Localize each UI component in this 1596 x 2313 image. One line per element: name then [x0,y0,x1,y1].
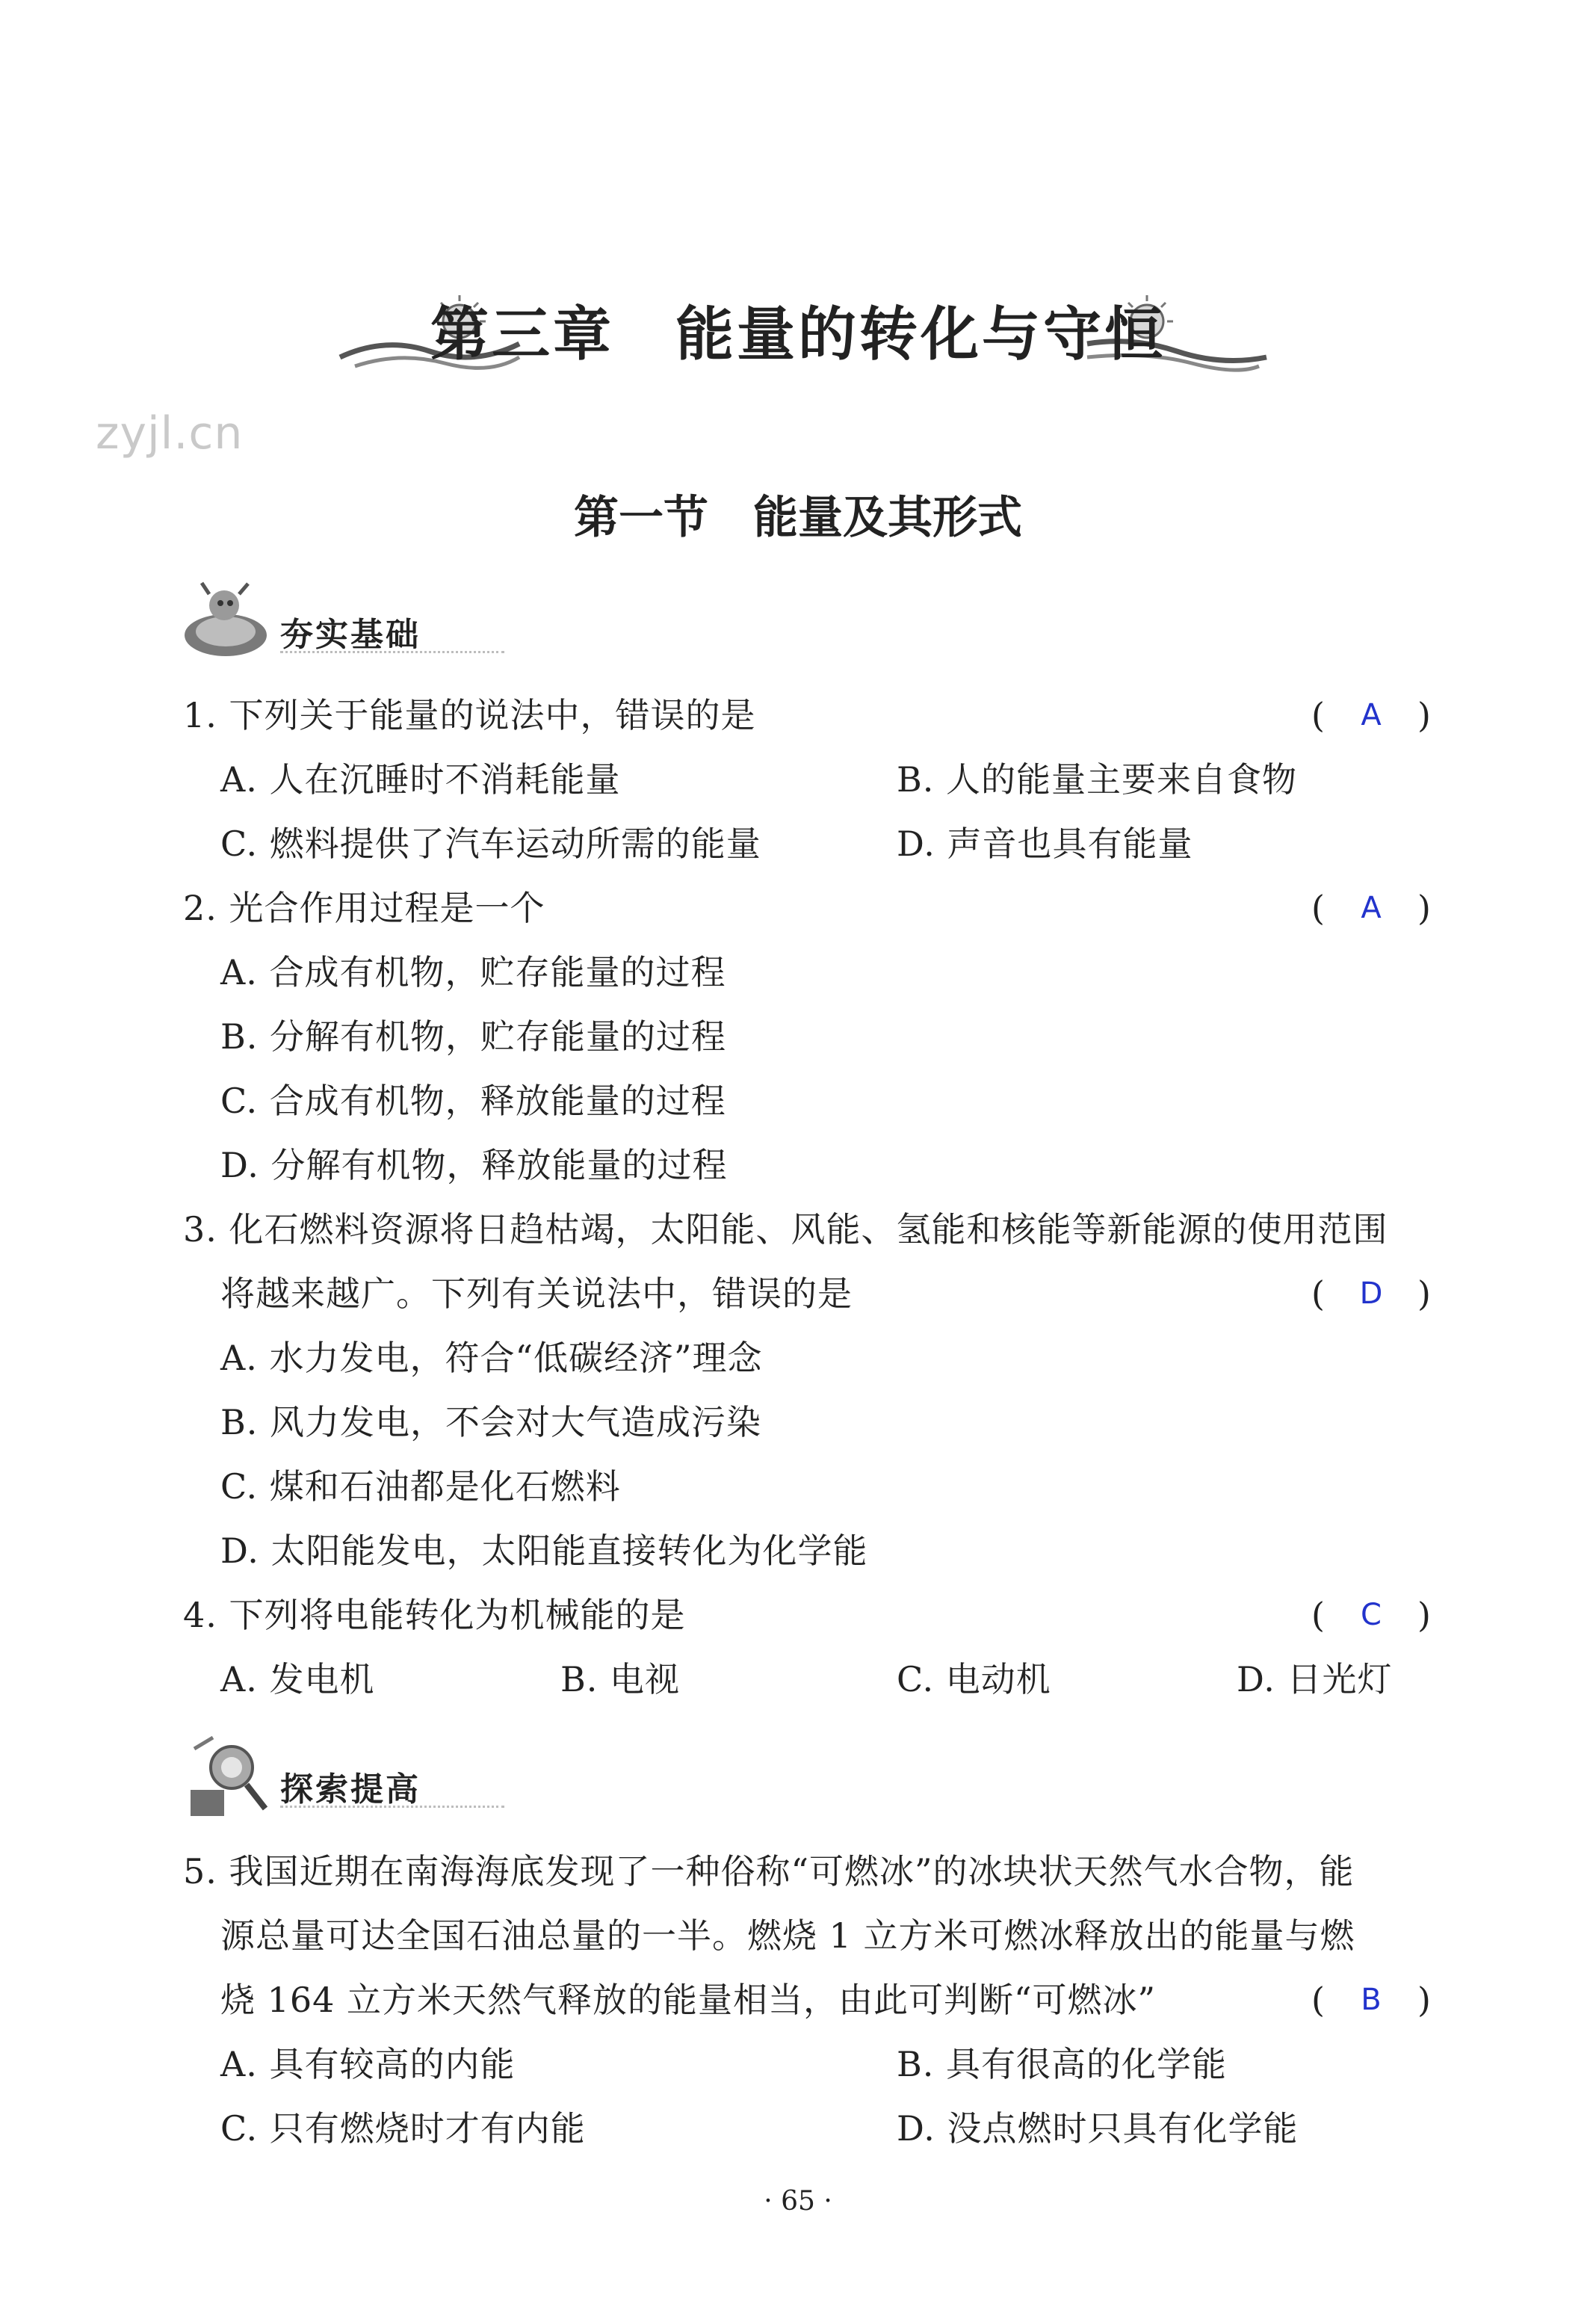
answer-letter: B [1361,1983,1382,2017]
option: C. 只有燃烧时才有内能 [220,2108,586,2149]
question-5-stem-cont: 烧 164 立方米天然气释放的能量相当，由此可判断“可燃冰” [220,1980,1157,2020]
page-number: · 65 · [764,2186,832,2217]
option: D. 太阳能发电，太阳能直接转化为化学能 [220,1531,868,1571]
option: D. 日光灯 [1237,1659,1393,1699]
option: A. 人在沉睡时不消耗能量 [220,759,621,800]
watermark: zyjl.cn [96,407,244,460]
question-2-stem: 2. 光合作用过程是一个 [183,888,545,928]
option: C. 煤和石油都是化石燃料 [220,1466,621,1507]
option: A. 水力发电，符合“低碳经济”理念 [220,1338,763,1378]
answer-letter: A [1361,698,1382,732]
heading-basics-label: 夯实基础 [280,616,421,654]
option: B. 电视 [560,1659,681,1699]
heading-advanced-label: 探索提高 [280,1770,421,1809]
question-5-answer: ( B ) [1311,1977,1431,2022]
question-3-answer: ( D ) [1311,1271,1431,1316]
answer-letter: D [1359,1276,1383,1311]
heading-underline [280,651,504,653]
question-5-stem: 5. 我国近期在南海海底发现了一种俗称“可燃冰”的冰块状天然气水合物，能 [183,1851,1355,1892]
question-2-answer: ( A ) [1311,886,1431,930]
option: B. 具有很高的化学能 [897,2044,1228,2084]
question-3-stem-cont: 将越来越广。下列有关说法中，错误的是 [220,1273,853,1314]
question-4-answer: ( C ) [1311,1593,1431,1637]
option: C. 燃料提供了汽车运动所需的能量 [220,824,761,864]
option: C. 电动机 [897,1659,1051,1699]
option: A. 发电机 [220,1659,375,1699]
mascot-icon [179,579,273,665]
option: A. 合成有机物，贮存能量的过程 [220,952,726,992]
heading-underline [280,1806,504,1808]
section-heading-advanced [179,1734,553,1823]
option: B. 风力发电，不会对大气造成污染 [220,1402,762,1442]
chapter-title: 第三章 能量的转化与守恒 [430,300,1166,368]
question-5-stem-cont: 源总量可达全国石油总量的一半。燃烧 1 立方米可燃冰释放出的能量与燃 [220,1915,1355,1956]
option: C. 合成有机物，释放能量的过程 [220,1081,726,1121]
explorer-mascot-icon [179,1734,273,1820]
answer-letter: C [1361,1598,1382,1632]
option: D. 没点燃时只具有化学能 [897,2108,1299,2149]
question-1-stem: 1. 下列关于能量的说法中，错误的是 [183,695,756,735]
question-4-stem: 4. 下列将电能转化为机械能的是 [183,1595,686,1635]
option: D. 声音也具有能量 [897,824,1193,864]
question-1-answer: ( A ) [1311,693,1431,738]
question-3-stem: 3. 化石燃料资源将日趋枯竭，太阳能、风能、氢能和核能等新能源的使用范围 [183,1209,1388,1250]
option: B. 分解有机物，贮存能量的过程 [220,1016,727,1057]
section-title: 第一节 能量及其形式 [574,492,1022,544]
option: D. 分解有机物，释放能量的过程 [220,1145,728,1185]
section-heading-basics [179,579,553,669]
option: B. 人的能量主要来自食物 [897,759,1298,800]
answer-letter: A [1361,891,1382,925]
option: A. 具有较高的内能 [220,2044,516,2084]
